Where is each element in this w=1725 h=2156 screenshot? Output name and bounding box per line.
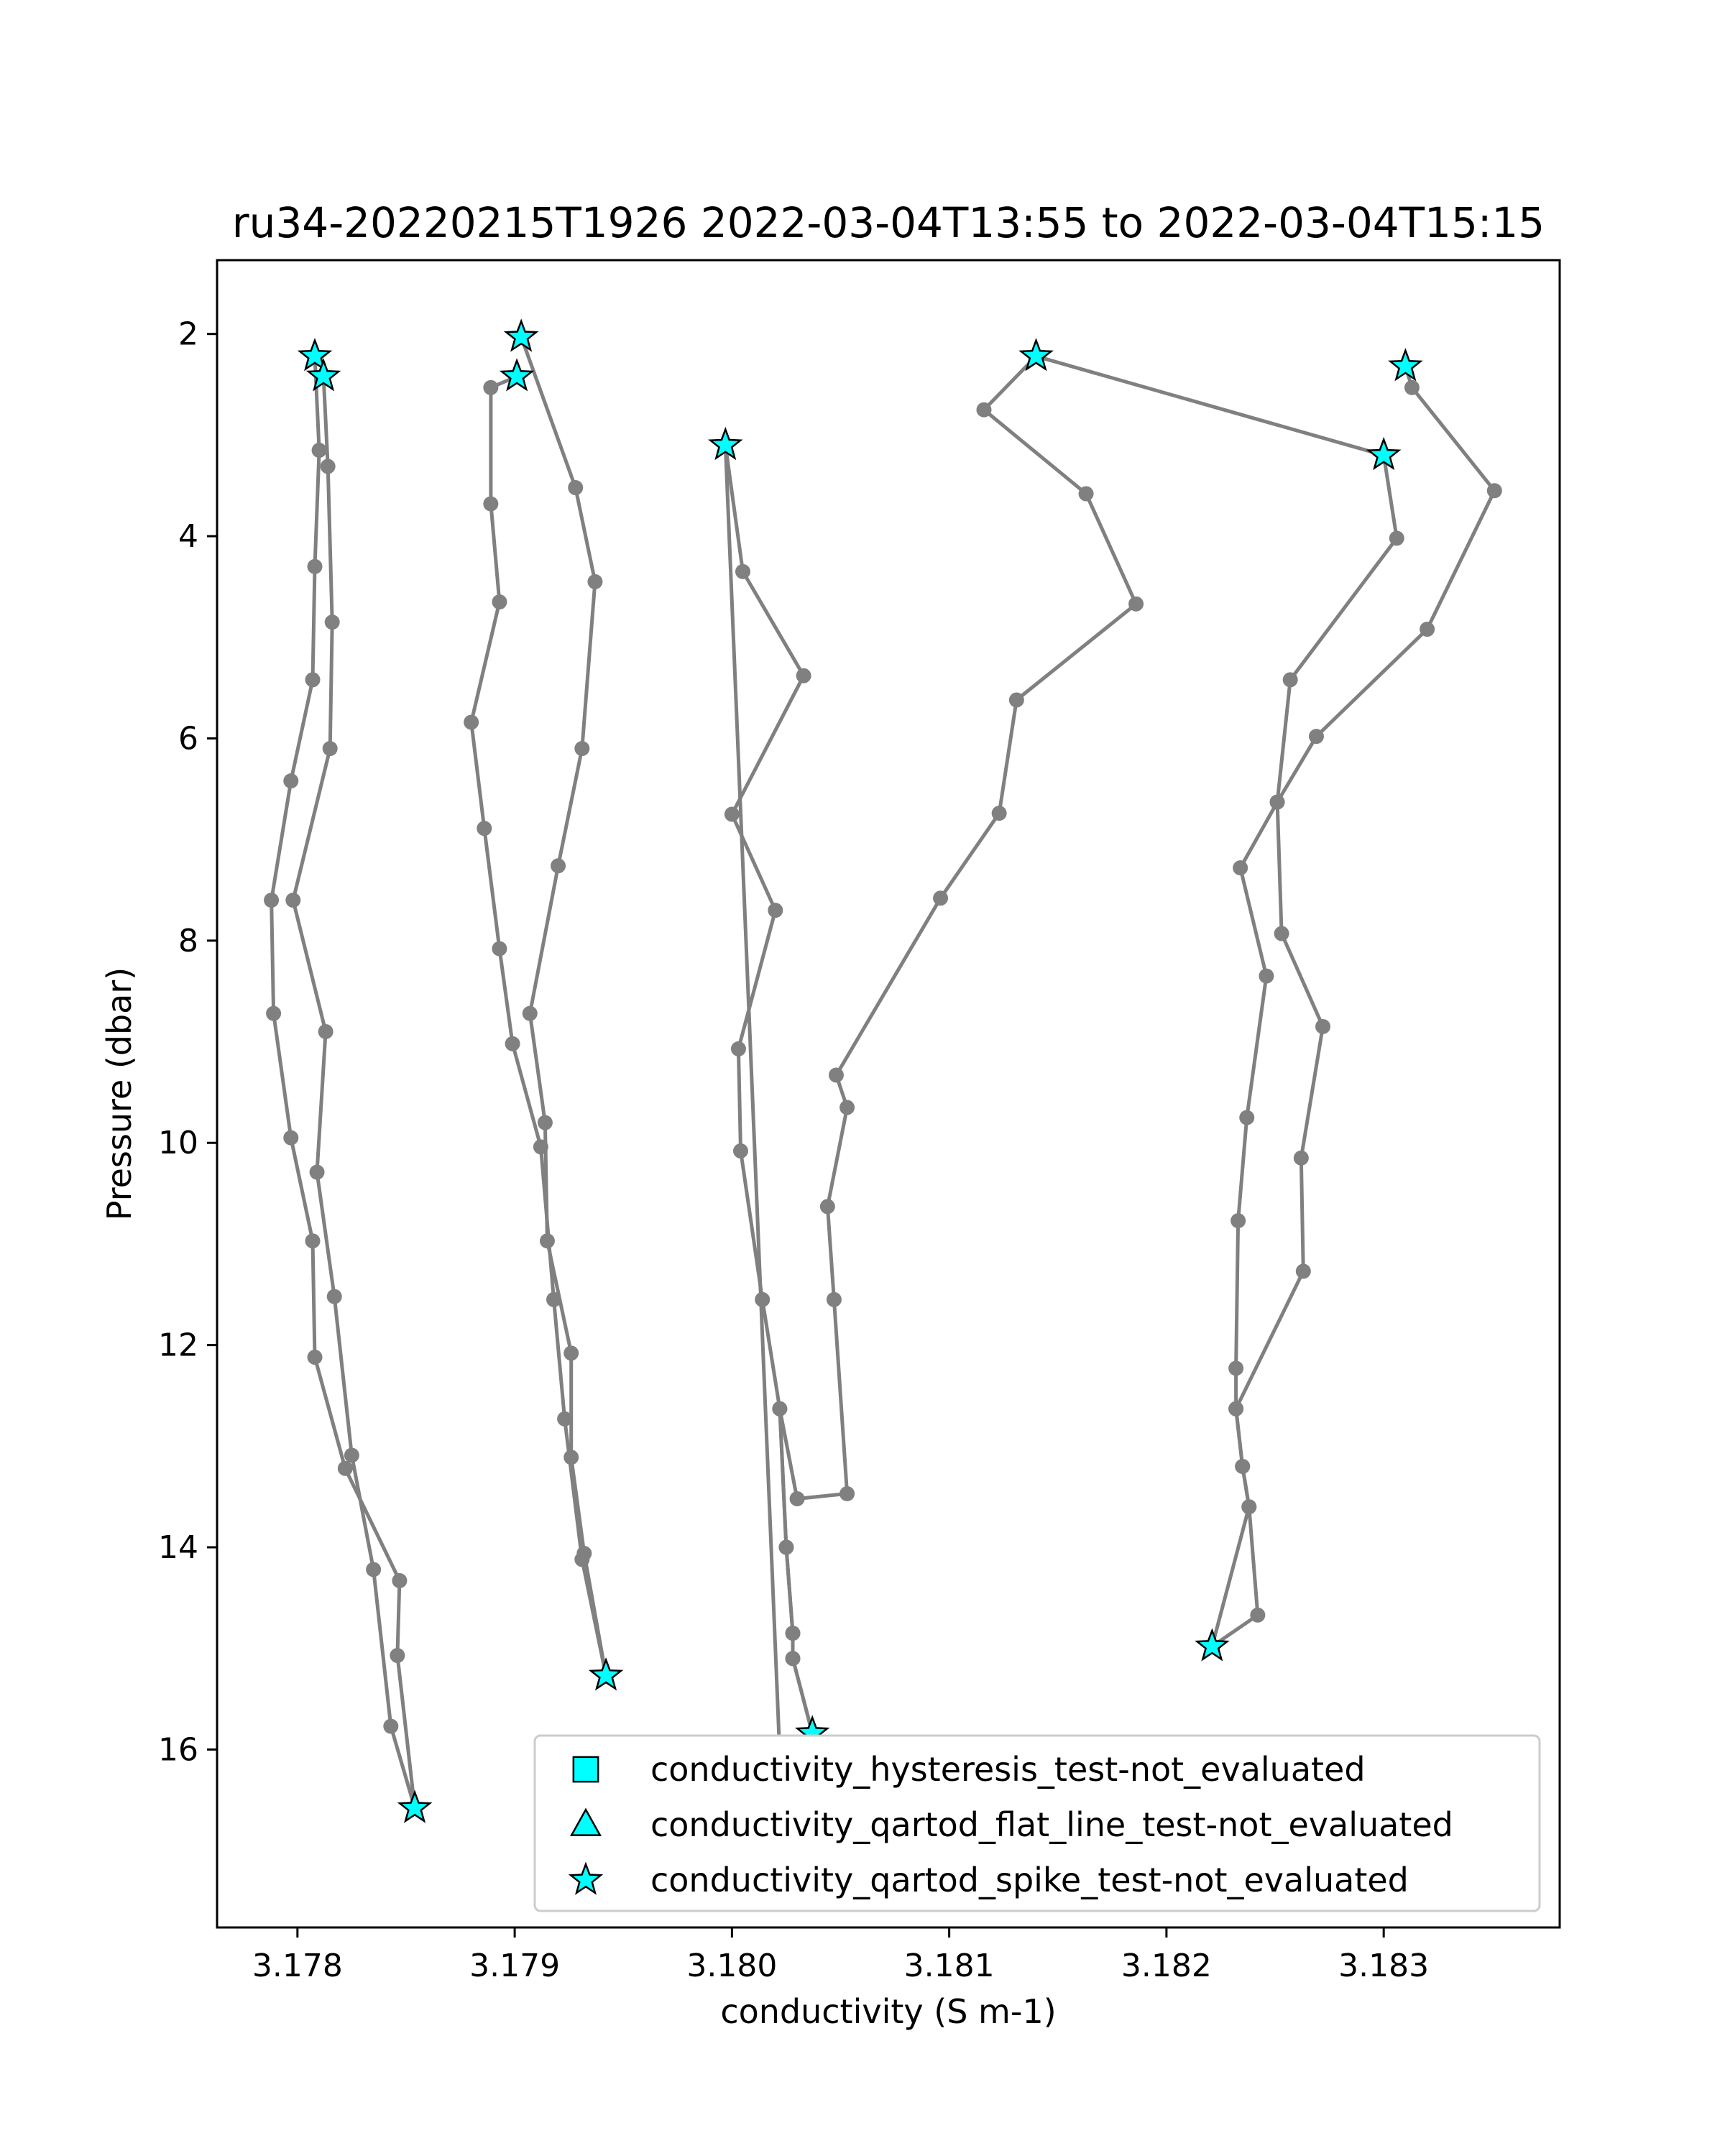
data-point — [505, 1036, 520, 1051]
data-point — [318, 1024, 334, 1039]
x-tick-label: 3.179 — [469, 1948, 561, 1984]
data-point — [1315, 1019, 1330, 1034]
data-point — [492, 594, 507, 609]
data-point — [933, 890, 948, 906]
legend-label: conductivity_hysteresis_test-not_evaluated — [650, 1750, 1366, 1789]
data-point — [820, 1199, 835, 1214]
legend-label: conductivity_qartod_flat_line_test-not_evaluated — [650, 1805, 1453, 1844]
data-point — [533, 1139, 548, 1154]
data-point — [1389, 530, 1404, 545]
data-point — [1283, 672, 1298, 687]
data-point — [790, 1491, 805, 1506]
data-point — [310, 1165, 325, 1180]
legend-label: conductivity_qartod_spike_test-not_evaluated — [650, 1861, 1409, 1899]
data-point — [840, 1100, 855, 1115]
data-point — [568, 480, 583, 495]
data-point — [540, 1233, 555, 1248]
y-tick-label: 4 — [178, 518, 198, 556]
y-tick-label: 6 — [178, 720, 198, 757]
data-point — [305, 1233, 320, 1248]
data-point — [551, 858, 566, 873]
y-tick-label: 14 — [158, 1529, 198, 1567]
data-point — [840, 1486, 855, 1501]
data-point — [1228, 1360, 1243, 1376]
data-point — [772, 1401, 787, 1416]
data-point — [576, 1546, 592, 1561]
data-point — [731, 1041, 746, 1056]
data-point — [1079, 486, 1094, 501]
data-point — [1487, 483, 1502, 498]
data-point — [1009, 693, 1024, 708]
data-point — [992, 806, 1007, 821]
legend — [535, 1736, 1540, 1911]
data-point — [564, 1450, 579, 1465]
data-point — [1294, 1151, 1309, 1166]
data-point — [1235, 1459, 1250, 1474]
data-point — [477, 821, 492, 836]
data-point — [1296, 1263, 1311, 1279]
chart-title: ru34-20220215T1926 2022-03-04T13:55 to 2022-03-04T15:15 — [231, 198, 1545, 247]
data-point — [285, 893, 300, 908]
data-point — [464, 714, 479, 729]
data-point — [327, 1289, 342, 1304]
x-tick-label: 3.181 — [903, 1948, 995, 1984]
data-point — [564, 1345, 579, 1360]
data-point — [283, 1130, 298, 1146]
data-point — [321, 459, 336, 474]
data-point — [557, 1411, 572, 1427]
y-tick-label: 2 — [178, 315, 198, 353]
data-point — [1404, 380, 1420, 395]
data-point — [827, 1292, 842, 1307]
x-tick-label: 3.182 — [1121, 1948, 1212, 1984]
data-point — [735, 564, 750, 579]
data-point — [338, 1461, 353, 1476]
data-point — [1270, 795, 1285, 810]
data-point — [1241, 1499, 1256, 1514]
data-point — [786, 1626, 801, 1641]
legend-square-icon — [574, 1757, 598, 1782]
data-point — [305, 672, 320, 687]
data-point — [1420, 622, 1435, 637]
y-tick-label: 8 — [178, 922, 198, 959]
data-point — [523, 1006, 538, 1021]
x-tick-label: 3.178 — [252, 1948, 343, 1984]
data-point — [1128, 596, 1144, 612]
data-point — [390, 1648, 405, 1663]
data-point — [796, 668, 811, 683]
data-point — [483, 497, 498, 512]
data-point — [383, 1719, 398, 1734]
data-point — [483, 380, 498, 395]
data-point — [778, 1540, 794, 1555]
data-point — [538, 1115, 553, 1130]
data-point — [344, 1447, 359, 1462]
data-point — [546, 1292, 561, 1307]
x-tick-label: 3.180 — [686, 1948, 778, 1984]
data-point — [492, 941, 507, 957]
data-point — [574, 741, 589, 756]
data-point — [768, 903, 783, 918]
data-point — [1309, 729, 1324, 744]
data-point — [392, 1573, 407, 1588]
y-tick-label: 16 — [158, 1731, 198, 1769]
data-point — [264, 893, 279, 908]
data-point — [1259, 969, 1274, 984]
data-point — [366, 1562, 381, 1577]
data-point — [733, 1143, 748, 1158]
data-point — [266, 1006, 281, 1021]
data-point — [283, 773, 298, 788]
data-point — [829, 1067, 844, 1082]
x-tick-label: 3.183 — [1338, 1948, 1430, 1984]
x-axis-label: conductivity (S m-1) — [720, 1992, 1057, 2031]
data-point — [786, 1651, 801, 1666]
data-point — [755, 1292, 770, 1307]
data-point — [976, 402, 991, 418]
data-point — [308, 559, 323, 574]
data-point — [323, 741, 338, 756]
data-point — [1274, 926, 1289, 941]
y-tick-label: 10 — [158, 1125, 198, 1162]
data-point — [325, 614, 340, 630]
data-point — [1230, 1213, 1246, 1228]
data-point — [587, 574, 602, 589]
y-axis-label: Pressure (dbar) — [100, 967, 139, 1221]
data-point — [1228, 1401, 1243, 1416]
data-point — [724, 806, 740, 821]
data-point — [1250, 1608, 1265, 1623]
data-point — [308, 1350, 323, 1365]
data-point — [1233, 860, 1248, 875]
data-point — [1239, 1110, 1254, 1125]
data-point — [312, 443, 327, 458]
y-tick-label: 12 — [158, 1327, 198, 1364]
